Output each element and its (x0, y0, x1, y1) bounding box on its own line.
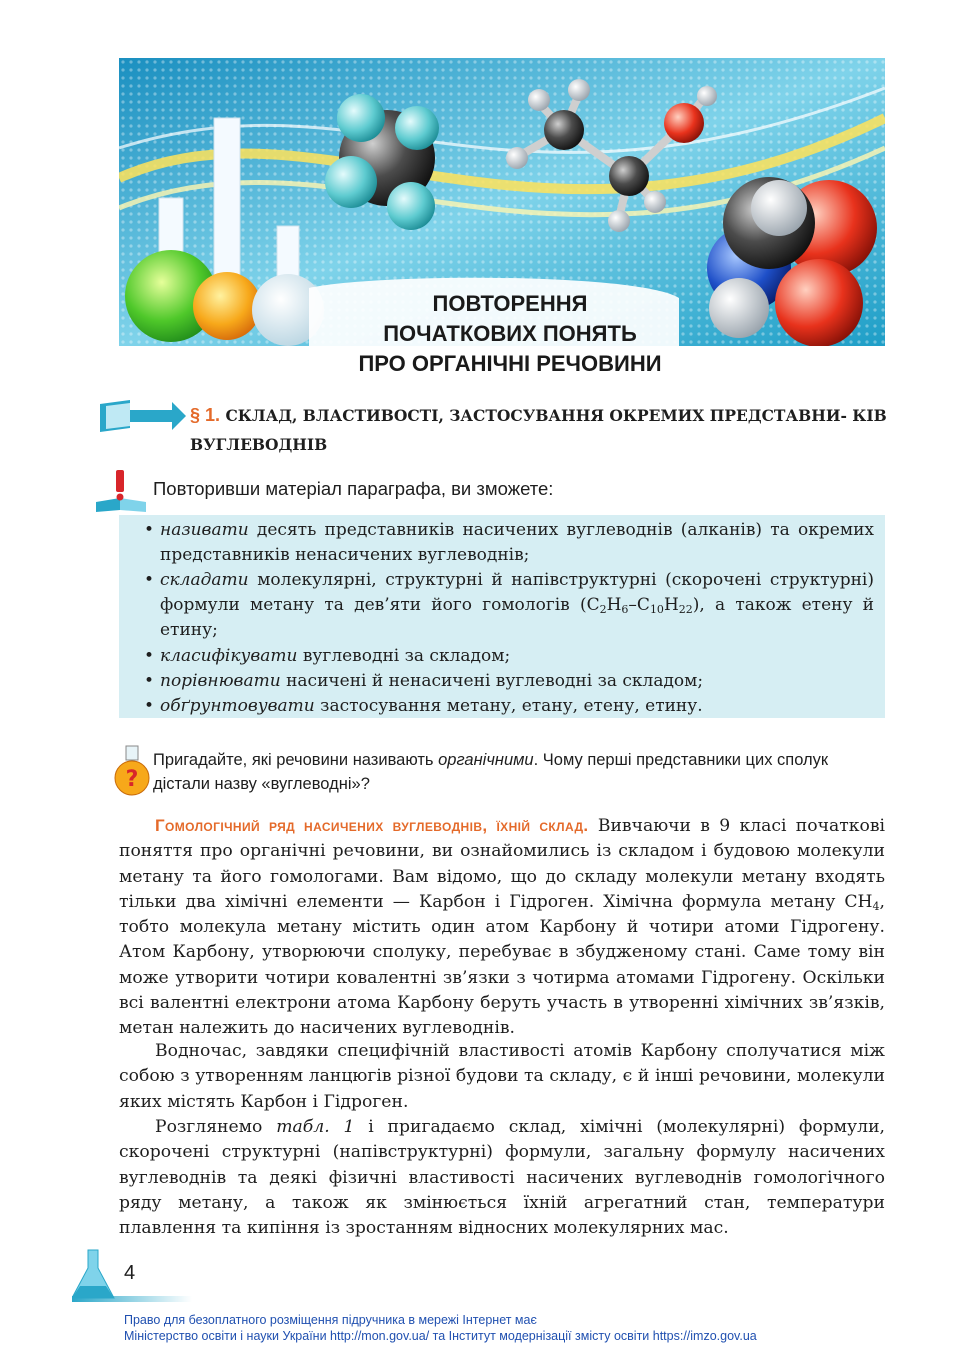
svg-text:?: ? (125, 767, 139, 792)
body-paragraph-2: Водночас, завдяки специфічній властивості атомів Карбону сполучатися між собою з утворенням ланцюгів різної будови та складу, є й інші речовини, молекули яких містять Карбон і Гідроген. (119, 1041, 885, 1112)
question-flask-icon (112, 744, 152, 796)
section-number: § 1. (190, 405, 221, 425)
book-arrow-icon (96, 398, 188, 434)
objective-verb: обґрунтовувати (160, 696, 315, 716)
objectives-lead: Повторивши матеріал параграфа, ви зможете: (153, 478, 554, 499)
exclamation-book-icon (94, 468, 148, 512)
recall-question: Пригадайте, які речовини називають органічними. Чому перші представники цих сполук дістали назву «вуглеводні»? (153, 751, 829, 793)
chapter-title-line-1: ПОВТОРЕННЯ (432, 291, 588, 316)
objective-item: • називати десять представників насичених вуглеводнів (алканів) та окремих представників ненасичених вуглеводнів; (144, 520, 874, 565)
objective-item: • складати молекулярні, структурні й напівструктурні (скорочені структурні) формули метану та дев’яти його гомологів $(C_2H_6-C_{10}H_{22})$, а також етену й етину; (144, 570, 874, 640)
page-number: 4 (124, 1262, 136, 1284)
objective-item: • класифікувати вуглеводні за складом; (144, 646, 511, 666)
body-paragraph-1: Гомологічний ряд насичених вуглеводнів, їхній склад. Вивчаючи в 9 класі початкові поняття про органічні речовини, ви ознайомились із складом і будовою молекули метану та його гомологами. Вам відомо, що до складу молекули метану входять тільки два хімічні елементи — Карбон і Гідроген. Хімічна формула метану $CH_4$, тобто молекула метану містить один атом Карбону й чотири атоми Гідрогену. Атом Карбону, утворюючи сполуку, перебуває в збудженому стані. Саме тому він може утворити чотири ковалентні зв’язки з чотирма атомами Гідрогену. Оскільки всі валентні електрони атома Карбону беруть участь в утворенні хімічних зв’язків, метан належить до насичених вуглеводнів. (119, 816, 885, 1039)
section-title: СКЛАД, ВЛАСТИВОСТІ, ЗАСТОСУВАННЯ ОКРЕМИХ ПРЕДСТАВНИ- КІВ ВУГЛЕВОДНІВ (190, 406, 887, 454)
chapter-title-line-3: ПРО ОРГАНІЧНІ РЕЧОВИНИ (358, 351, 662, 376)
rubric-heading: Гомологічний ряд насичених вуглеводнів, їхній склад. (155, 816, 589, 835)
section-heading (190, 401, 890, 459)
objective-verb: складати (160, 570, 249, 590)
license-notice-line-1: Право для безоплатного розміщення підручника в мережі Інтернет має (124, 1313, 537, 1327)
objective-verb: порівнювати (160, 671, 281, 691)
license-notice-line-2[interactable]: Міністерство освіти і науки України http://mon.gov.ua/ та Інститут модернізації змісту освіти https://imzo.gov.ua (124, 1329, 757, 1343)
objective-verb: називати (160, 520, 249, 540)
objective-item: • обґрунтовувати застосування метану, етану, етену, етину. (144, 696, 703, 716)
chapter-title (300, 289, 720, 379)
body-paragraph-3: Розглянемо табл. 1 і пригадаємо склад, хімічні (молекулярні) формули, скорочені структурні (напівструктурні) формули, загальну формулу насичених вуглеводнів та деякі фізичні властивості насичених вуглеводнів гомологічного ряду метану, а також як змінюється їхній агрегатний стан, температури плавлення та кипіння із зростанням відносних молекулярних мас. (119, 1117, 885, 1239)
objective-verb: класифікувати (160, 646, 298, 666)
chapter-title-line-2: ПОЧАТКОВИХ ПОНЯТЬ (383, 321, 637, 346)
objective-item: • порівнювати насичені й ненасичені вуглеводні за складом; (144, 671, 704, 691)
